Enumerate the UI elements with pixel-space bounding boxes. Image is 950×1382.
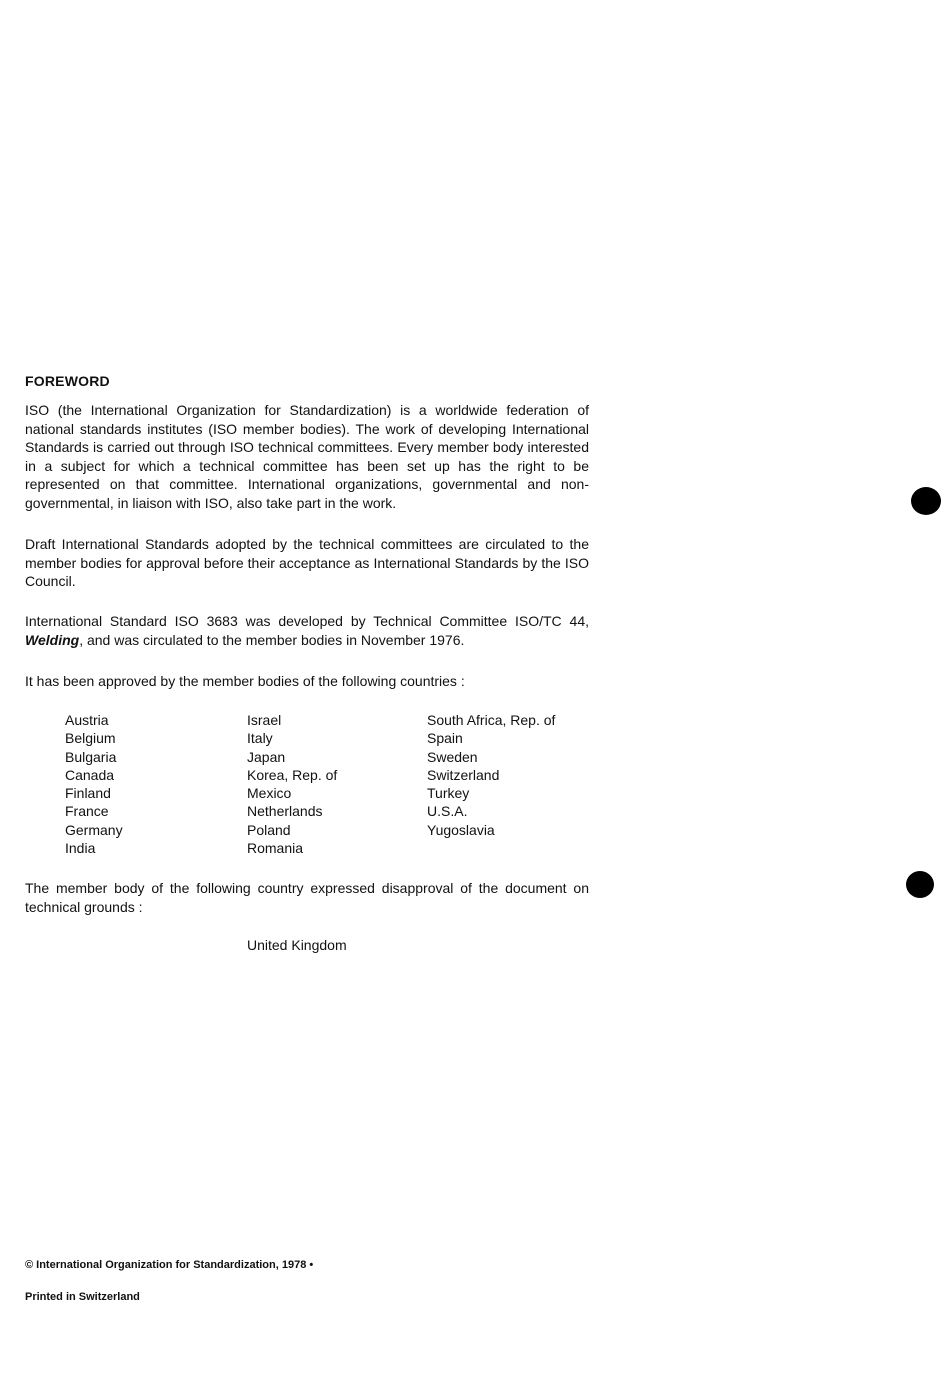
copyright-notice: © International Organization for Standardization, 1978 •: [25, 1259, 314, 1271]
disapproving-country: United Kingdom: [247, 937, 347, 953]
punch-hole-mark: [906, 871, 934, 898]
country-item: Belgium: [65, 730, 116, 747]
foreword-paragraph-drafts: Draft International Standards adopted by the technical committees are circulated to the member bodies for approval before their acceptance as International Standards by the ISO Council.: [25, 536, 589, 589]
standard-text-before: International Standard ISO 3683 was developed by Technical Committee ISO/TC 44,: [25, 613, 589, 629]
country-item: Mexico: [247, 785, 292, 802]
country-item: Sweden: [427, 748, 478, 765]
country-item: South Africa, Rep. of: [427, 712, 556, 728]
committee-title-welding: Welding: [25, 631, 80, 648]
country-item: Romania: [247, 840, 304, 857]
standard-text-after: , and was circulated to the member bodies in November 1976.: [79, 631, 465, 648]
country-item: Poland: [247, 821, 291, 838]
country-item: U.S.A.: [427, 803, 468, 820]
country-item: Turkey: [427, 785, 470, 802]
country-item: Korea, Rep. of: [247, 766, 338, 783]
foreword-heading: FOREWORD: [25, 373, 110, 389]
country-item: India: [65, 840, 96, 857]
country-item: Israel: [247, 712, 282, 728]
country-item: Germany: [65, 821, 123, 838]
foreword-paragraph-iso: ISO (the International Organization for Standardization) is a worldwide federation of national standards institutes (ISO member bodies). The work of developing International Standards is carried out through ISO technical committees. Every member body interested in a subject for which a technical committee has been set up has the right to be represented on that committee. International organizations, governmental and non-governmental, in liaison with ISO, also take part in the work.: [25, 402, 589, 511]
printed-notice: Printed in Switzerland: [25, 1291, 140, 1303]
country-item: Switzerland: [427, 766, 500, 783]
punch-hole-mark: [911, 487, 941, 515]
foreword-paragraph-disapproval: The member body of the following country expressed disapproval of the document on technical grounds :: [25, 880, 589, 915]
country-item: Finland: [65, 785, 111, 802]
countries-column-2: [247, 711, 337, 857]
countries-column-3: [427, 711, 555, 839]
country-item: Bulgaria: [65, 748, 117, 765]
foreword-paragraph-standard: [25, 612, 589, 649]
country-item: Japan: [247, 748, 286, 765]
country-item: Netherlands: [247, 803, 323, 820]
foreword-paragraph-approval: It has been approved by the member bodies of the following countries :: [25, 673, 465, 689]
countries-column-1: [65, 711, 123, 857]
country-item: Yugoslavia: [427, 821, 495, 838]
country-item: Austria: [65, 712, 109, 728]
country-item: Canada: [65, 766, 115, 783]
country-item: Spain: [427, 730, 463, 747]
country-item: France: [65, 803, 109, 820]
country-item: Italy: [247, 730, 273, 747]
